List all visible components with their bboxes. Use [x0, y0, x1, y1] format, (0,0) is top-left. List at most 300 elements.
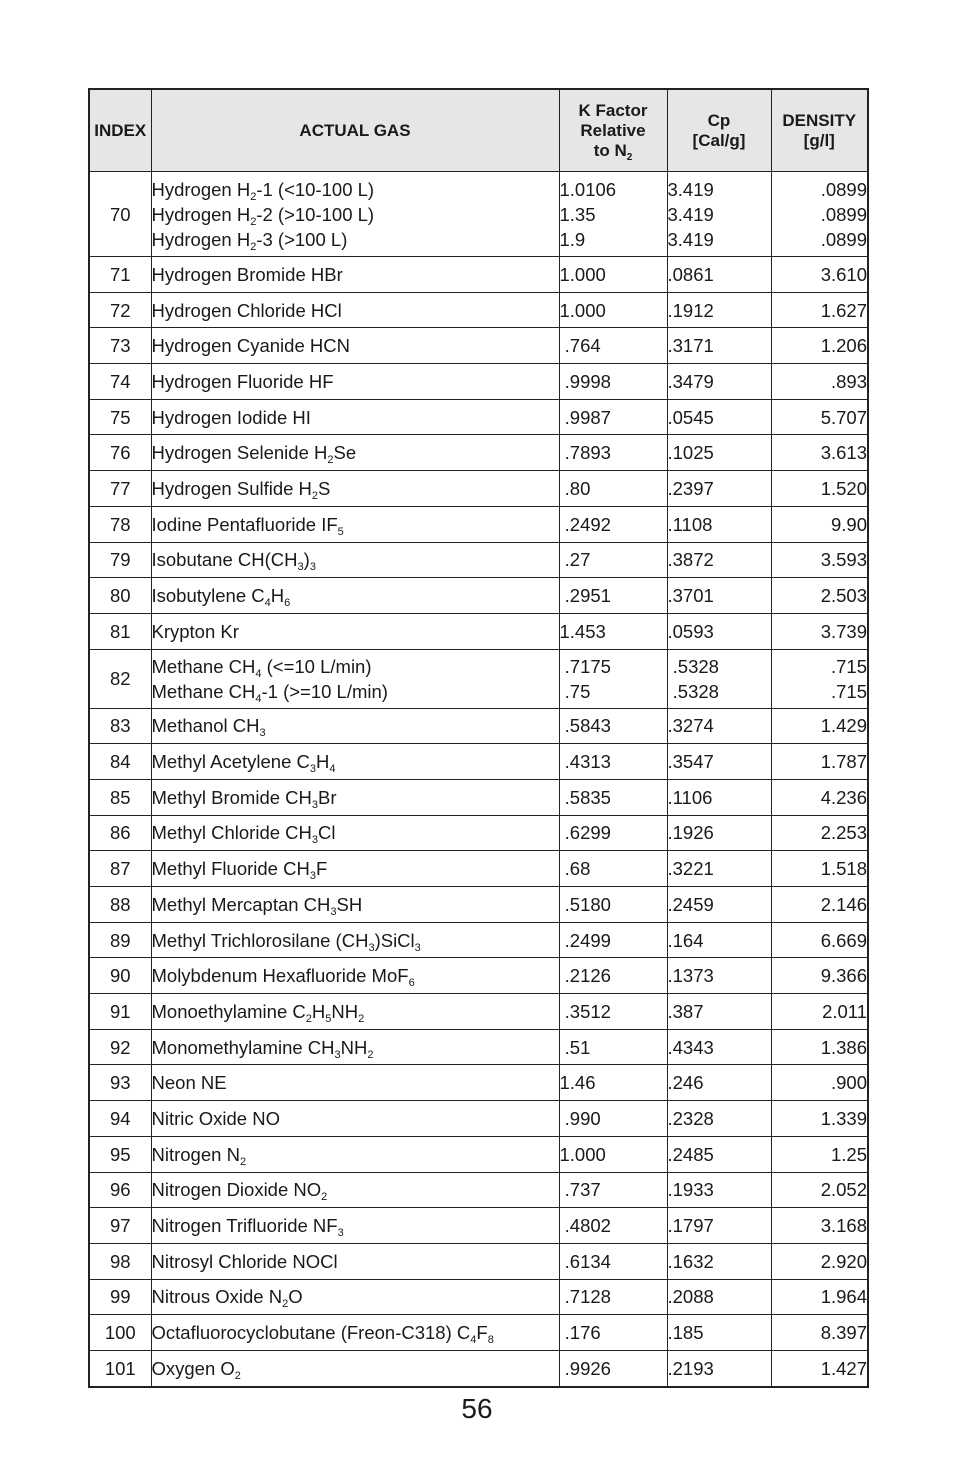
- cp-cell: [667, 744, 771, 780]
- density-cell: [771, 958, 868, 994]
- index-cell: 75: [89, 399, 151, 435]
- gas-name: [152, 1249, 559, 1274]
- density-value: 6.669: [820, 929, 867, 951]
- density-value: 2.503: [820, 585, 867, 607]
- gas-name-cell: [151, 1065, 559, 1101]
- gas-name-cell: [151, 542, 559, 578]
- k-factor-cell: [559, 922, 667, 958]
- header-k-factor-line3-text: to N: [593, 140, 627, 160]
- cp-value: .2328: [667, 1107, 714, 1129]
- gas-name-text: Nitrous Oxide N: [151, 1286, 283, 1308]
- density-value: .0899: [820, 203, 867, 225]
- table-row: [89, 435, 868, 471]
- gas-name-subscript: 3: [309, 870, 316, 883]
- gas-name: [152, 1177, 559, 1202]
- k-factor-value: .80: [559, 477, 591, 499]
- density-cell: [771, 887, 868, 923]
- index-cell: 91: [89, 994, 151, 1030]
- gas-name-cell: [151, 364, 559, 400]
- density-cell: [771, 257, 868, 293]
- table-row: [89, 851, 868, 887]
- gas-name-cell: [151, 994, 559, 1030]
- cp-cell: [667, 1136, 771, 1172]
- k-factor-cell: [559, 328, 667, 364]
- gas-name-cell: [151, 1315, 559, 1351]
- index-cell: 84: [89, 744, 151, 780]
- table-row: [89, 815, 868, 851]
- gas-properties-table: [88, 88, 869, 1388]
- gas-name: [152, 892, 559, 917]
- density-value: 1.25: [830, 1143, 867, 1165]
- density-value: 3.610: [820, 263, 867, 285]
- density-value: .0899: [820, 178, 867, 200]
- cp-value: .2193: [667, 1357, 714, 1379]
- cp-cell: [667, 172, 771, 257]
- gas-name-subscript: 2: [282, 1298, 289, 1311]
- density-value: .893: [830, 370, 867, 392]
- table-row: [89, 506, 868, 542]
- gas-name-text: Isobutane CH(CH: [151, 549, 298, 571]
- k-factor-cell: [559, 958, 667, 994]
- header-cp-line1: Cp: [707, 110, 731, 130]
- index-cell: 85: [89, 779, 151, 815]
- table-row: [89, 399, 868, 435]
- gas-name-cell: [151, 1279, 559, 1315]
- density-value: .715: [830, 655, 867, 677]
- gas-name-text: Octafluorocyclobutane (Freon-C318) C: [151, 1322, 471, 1344]
- cp-cell: [667, 578, 771, 614]
- k-factor-value: .5835: [559, 786, 611, 808]
- gas-name-cell: [151, 649, 559, 708]
- cp-value: .5328: [667, 655, 719, 677]
- density-cell: [771, 542, 868, 578]
- gas-name-subscript: 3: [297, 561, 304, 574]
- cp-value: .3701: [667, 585, 714, 607]
- gas-name-text: Br: [318, 786, 337, 808]
- k-factor-value: .27: [559, 549, 591, 571]
- density-value: 1.429: [820, 715, 867, 737]
- gas-name-text: Se: [333, 442, 357, 464]
- index-cell: 95: [89, 1136, 151, 1172]
- density-value: 2.146: [820, 893, 867, 915]
- gas-name-subscript: 4: [264, 597, 271, 610]
- gas-name-subscript: 3: [337, 1227, 344, 1240]
- gas-name-cell: [151, 292, 559, 328]
- index-cell: 93: [89, 1065, 151, 1101]
- gas-name: [152, 785, 559, 810]
- header-k-factor-line2: Relative: [580, 120, 646, 140]
- gas-name-subscript: 2: [239, 1155, 247, 1168]
- cp-cell: [667, 1029, 771, 1065]
- gas-name-text: Methanol CH: [151, 715, 260, 737]
- density-value: 2.920: [820, 1250, 867, 1272]
- density-value: 1.787: [820, 751, 867, 773]
- cp-value: .1025: [667, 442, 714, 464]
- k-factor-value: .2951: [559, 585, 611, 607]
- gas-name: [152, 1035, 559, 1060]
- header-density-line2: [g/l]: [803, 130, 835, 150]
- cp-value: .3221: [667, 858, 714, 880]
- gas-name-text: Hydrogen Fluoride HF: [151, 370, 334, 392]
- cp-cell: [667, 328, 771, 364]
- gas-name: [152, 820, 559, 845]
- cp-value: .387: [667, 1000, 704, 1022]
- gas-name-text: Nitric Oxide NO: [151, 1107, 280, 1129]
- header-k-factor-subscript: 2: [626, 151, 633, 163]
- k-factor-cell: [559, 649, 667, 708]
- table-row: [89, 257, 868, 293]
- density-cell: [771, 328, 868, 364]
- density-value: 3.613: [820, 442, 867, 464]
- gas-name-text: H: [311, 1000, 326, 1022]
- cp-value: .0593: [667, 620, 714, 642]
- density-value: 5.707: [820, 406, 867, 428]
- index-cell: 89: [89, 922, 151, 958]
- k-factor-cell: [559, 887, 667, 923]
- density-value: 9.366: [820, 965, 867, 987]
- table-row: [89, 578, 868, 614]
- gas-name: [152, 1284, 559, 1309]
- page-number: 56: [461, 1393, 493, 1424]
- density-cell: [771, 744, 868, 780]
- density-value: 2.052: [820, 1179, 867, 1201]
- cp-value: 3.419: [667, 203, 714, 225]
- gas-name: [152, 749, 559, 774]
- index-cell: 73: [89, 328, 151, 364]
- gas-name-text: -1 (>=10 L/min): [261, 680, 388, 702]
- header-row: [89, 89, 868, 172]
- gas-name-text: Molybdenum Hexafluoride MoF: [151, 965, 409, 987]
- gas-name-text: Isobutylene C: [151, 585, 265, 607]
- gas-name: [152, 928, 559, 953]
- cp-cell: [667, 257, 771, 293]
- density-cell: [771, 922, 868, 958]
- k-factor-cell: [559, 1315, 667, 1351]
- index-cell: 96: [89, 1172, 151, 1208]
- table-row: [89, 1101, 868, 1137]
- density-cell: [771, 994, 868, 1030]
- cp-cell: [667, 851, 771, 887]
- k-factor-value: 1.35: [559, 203, 596, 225]
- cp-value: .2459: [667, 893, 714, 915]
- gas-name-text: Hydrogen Selenide H: [151, 442, 328, 464]
- k-factor-value: .737: [559, 1179, 601, 1201]
- density-cell: [771, 649, 868, 708]
- index-cell: 76: [89, 435, 151, 471]
- density-value: 9.90: [830, 513, 867, 535]
- k-factor-value: .3512: [559, 1000, 611, 1022]
- k-factor-value: .4313: [559, 751, 611, 773]
- table-row: [89, 744, 868, 780]
- gas-name-subscript: 2: [250, 190, 257, 203]
- cp-cell: [667, 435, 771, 471]
- gas-name-subscript: 2: [321, 1191, 328, 1204]
- gas-name: [152, 369, 559, 394]
- gas-name: [152, 1142, 559, 1167]
- gas-name-cell: [151, 1101, 559, 1137]
- density-cell: [771, 364, 868, 400]
- cp-cell: [667, 815, 771, 851]
- table-row: [89, 887, 868, 923]
- table-row: [89, 542, 868, 578]
- gas-name-subscript: 3: [309, 561, 316, 574]
- k-factor-cell: [559, 1243, 667, 1279]
- gas-name-text: Neon NE: [151, 1072, 227, 1094]
- gas-name-subscript: 3: [330, 905, 337, 918]
- k-factor-value: .6134: [559, 1250, 611, 1272]
- k-factor-cell: [559, 613, 667, 649]
- header-density-line1: DENSITY: [782, 110, 857, 130]
- k-factor-cell: [559, 542, 667, 578]
- gas-name: [152, 679, 559, 704]
- cp-value: .1926: [667, 822, 714, 844]
- gas-name-text: Cl: [318, 822, 336, 844]
- k-factor-cell: [559, 1136, 667, 1172]
- header-k-factor: [559, 89, 667, 172]
- cp-value: 3.419: [667, 178, 714, 200]
- cp-cell: [667, 887, 771, 923]
- table-row: [89, 1243, 868, 1279]
- cp-value: .3479: [667, 370, 714, 392]
- cp-value: .3547: [667, 751, 714, 773]
- cp-cell: [667, 708, 771, 744]
- table-row: [89, 1029, 868, 1065]
- cp-value: .1373: [667, 965, 714, 987]
- gas-name-text: )SiCl: [374, 929, 415, 951]
- density-cell: [771, 292, 868, 328]
- k-factor-value: .7893: [559, 442, 611, 464]
- cp-cell: [667, 1065, 771, 1101]
- gas-name-subscript: 4: [255, 667, 262, 680]
- k-factor-value: .9998: [559, 370, 611, 392]
- cp-cell: [667, 364, 771, 400]
- gas-name-text: Methyl Fluoride CH: [151, 858, 310, 880]
- density-cell: [771, 815, 868, 851]
- cp-value: .3872: [667, 549, 714, 571]
- gas-name: [152, 440, 559, 465]
- gas-name-text: Hydrogen H: [151, 203, 251, 225]
- gas-name: [152, 856, 559, 881]
- table-row: [89, 613, 868, 649]
- gas-name-subscript: 3: [311, 834, 319, 847]
- index-cell: 88: [89, 887, 151, 923]
- cp-value: .2088: [667, 1286, 714, 1308]
- gas-name-cell: [151, 435, 559, 471]
- cp-cell: [667, 399, 771, 435]
- gas-name-subscript: 5: [325, 1012, 332, 1025]
- k-factor-value: 1.000: [559, 1143, 606, 1165]
- density-value: .0899: [820, 228, 867, 250]
- density-value: 2.011: [822, 1000, 867, 1022]
- density-value: 1.206: [820, 335, 867, 357]
- index-cell: 94: [89, 1101, 151, 1137]
- gas-name-text: H: [315, 751, 330, 773]
- k-factor-value: .9926: [559, 1357, 611, 1379]
- gas-name-cell: [151, 1136, 559, 1172]
- table-row: [89, 1350, 868, 1386]
- k-factor-value: .2499: [559, 929, 611, 951]
- k-factor-cell: [559, 1101, 667, 1137]
- cp-value: .5328: [667, 680, 719, 702]
- gas-name-subscript: 4: [329, 763, 336, 776]
- gas-name: [152, 476, 559, 501]
- gas-name-subscript: 6: [408, 977, 415, 990]
- density-cell: [771, 1208, 868, 1244]
- gas-name-cell: [151, 506, 559, 542]
- gas-name: [152, 1106, 559, 1131]
- cp-value: .1933: [667, 1179, 714, 1201]
- k-factor-value: .5843: [559, 715, 611, 737]
- index-cell: 101: [89, 1350, 151, 1386]
- gas-name-text: Methyl Bromide CH: [151, 786, 312, 808]
- gas-name-text: S: [318, 477, 331, 499]
- index-cell: 71: [89, 257, 151, 293]
- density-cell: [771, 779, 868, 815]
- density-value: 1.520: [820, 477, 867, 499]
- cp-cell: [667, 1101, 771, 1137]
- gas-name-cell: [151, 257, 559, 293]
- gas-name-text: Methyl Trichlorosilane (CH: [151, 929, 369, 951]
- density-cell: [771, 1172, 868, 1208]
- gas-name: [152, 963, 559, 988]
- gas-name-cell: [151, 1172, 559, 1208]
- table-row: [89, 1136, 868, 1172]
- cp-value: .0545: [667, 406, 714, 428]
- density-cell: [771, 851, 868, 887]
- k-factor-value: .2492: [559, 513, 611, 535]
- gas-name-subscript: 6: [284, 597, 291, 610]
- header-actual-gas: ACTUAL GAS: [151, 89, 559, 172]
- k-factor-value: .51: [559, 1036, 591, 1058]
- k-factor-value: .4802: [559, 1215, 611, 1237]
- cp-cell: [667, 1172, 771, 1208]
- cp-value: .3171: [667, 335, 714, 357]
- gas-name-text: Hydrogen Bromide HBr: [151, 263, 343, 285]
- k-factor-cell: [559, 1279, 667, 1315]
- gas-name: [152, 512, 559, 537]
- gas-name-text: -3 (>100 L): [256, 228, 348, 250]
- table-row: [89, 328, 868, 364]
- cp-cell: [667, 471, 771, 507]
- density-cell: [771, 1279, 868, 1315]
- cp-cell: [667, 922, 771, 958]
- gas-name-cell: [151, 1029, 559, 1065]
- k-factor-value: .75: [559, 680, 591, 702]
- gas-name-subscript: 2: [250, 240, 257, 253]
- gas-name-text: Hydrogen H: [151, 178, 251, 200]
- index-cell: 98: [89, 1243, 151, 1279]
- header-k-factor-line3: [560, 141, 667, 161]
- gas-name-text: Hydrogen H: [151, 228, 251, 250]
- k-factor-cell: [559, 578, 667, 614]
- gas-name-subscript: 2: [234, 1369, 241, 1382]
- index-cell: 78: [89, 506, 151, 542]
- gas-name-subscript: 5: [337, 525, 344, 538]
- k-factor-cell: [559, 1029, 667, 1065]
- gas-name-text: Iodine Pentafluoride IF: [151, 513, 338, 535]
- k-factor-cell: [559, 1208, 667, 1244]
- density-cell: [771, 506, 868, 542]
- gas-name-text: H: [270, 585, 285, 607]
- gas-name-subscript: 2: [327, 454, 334, 467]
- density-value: .900: [830, 1072, 867, 1094]
- table-row: [89, 1279, 868, 1315]
- gas-name-text: ): [303, 549, 310, 571]
- density-value: 1.518: [820, 858, 867, 880]
- gas-name: [152, 1213, 559, 1238]
- cp-value: .0861: [667, 263, 714, 285]
- gas-name-cell: [151, 887, 559, 923]
- k-factor-cell: [559, 172, 667, 257]
- gas-name-text: (<=10 L/min): [261, 655, 372, 677]
- k-factor-cell: [559, 1172, 667, 1208]
- table-row: [89, 1208, 868, 1244]
- gas-name-subscript: 3: [259, 727, 266, 740]
- cp-value: .2397: [667, 477, 714, 499]
- gas-name-text: Nitrosyl Chloride NOCl: [151, 1250, 338, 1272]
- gas-name-cell: [151, 172, 559, 257]
- gas-name: [152, 619, 559, 644]
- k-factor-value: 1.453: [559, 620, 606, 642]
- density-cell: [771, 1136, 868, 1172]
- cp-cell: [667, 506, 771, 542]
- gas-name-text: F: [476, 1322, 488, 1344]
- cp-value: .2485: [667, 1143, 714, 1165]
- gas-name: [152, 583, 559, 608]
- gas-name-subscript: 3: [334, 1048, 341, 1061]
- gas-name-subscript: 3: [309, 763, 316, 776]
- gas-name: [152, 262, 559, 287]
- density-cell: [771, 435, 868, 471]
- cp-cell: [667, 1279, 771, 1315]
- gas-name-text: NH: [331, 1000, 359, 1022]
- table-row: [89, 958, 868, 994]
- table-row: [89, 922, 868, 958]
- density-cell: [771, 613, 868, 649]
- density-value: 1.964: [820, 1286, 867, 1308]
- k-factor-value: .68: [559, 858, 591, 880]
- k-factor-value: 1.000: [559, 299, 606, 321]
- density-value: 1.427: [820, 1357, 867, 1379]
- gas-name-text: Krypton Kr: [151, 620, 239, 642]
- k-factor-value: .990: [559, 1107, 601, 1129]
- gas-name-subscript: 2: [367, 1048, 374, 1061]
- gas-name-text: Hydrogen Cyanide HCN: [151, 335, 350, 357]
- index-cell: 82: [89, 649, 151, 708]
- gas-name-subscript: 8: [487, 1334, 494, 1347]
- gas-name: [152, 333, 559, 358]
- header-k-factor-line1: K Factor: [578, 100, 648, 120]
- k-factor-cell: [559, 1065, 667, 1101]
- gas-name: [152, 227, 559, 252]
- gas-name: [152, 654, 559, 679]
- gas-name-text: -2 (>10-100 L): [256, 203, 375, 225]
- gas-name-subscript: 2: [305, 1012, 312, 1025]
- cp-value: .246: [667, 1072, 704, 1094]
- k-factor-value: .176: [559, 1322, 601, 1344]
- table-row: [89, 1315, 868, 1351]
- gas-name-cell: [151, 1350, 559, 1386]
- index-cell: 87: [89, 851, 151, 887]
- k-factor-value: .7128: [559, 1286, 611, 1308]
- index-cell: 92: [89, 1029, 151, 1065]
- density-value: 3.739: [820, 620, 867, 642]
- gas-name: [152, 1320, 559, 1345]
- density-value: 3.168: [820, 1215, 867, 1237]
- index-cell: 90: [89, 958, 151, 994]
- k-factor-cell: [559, 435, 667, 471]
- index-cell: 86: [89, 815, 151, 851]
